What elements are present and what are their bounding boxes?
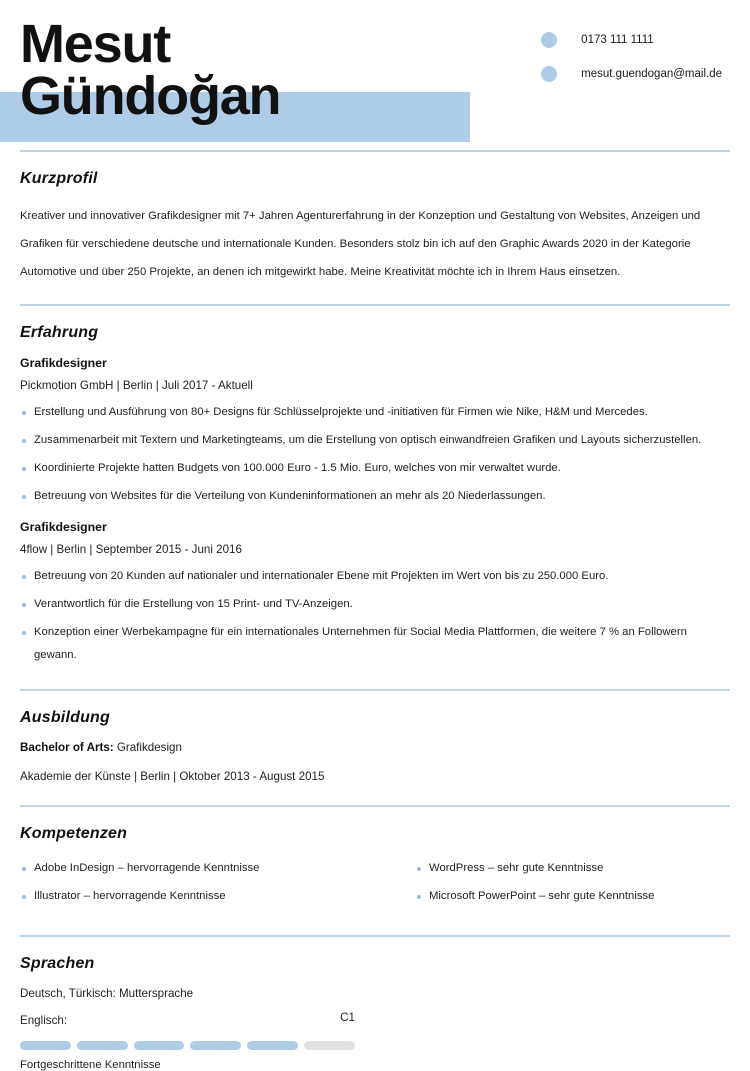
education-degree-label: Bachelor of Arts:: [20, 741, 114, 754]
section-languages: [0, 955, 750, 1071]
language-rated-name: Englisch:: [20, 1014, 68, 1027]
education-degree: [20, 741, 730, 754]
job-bullet: Koordinierte Projekte hatten Budgets von 100.000 Euro - 1.5 Mio. Euro, welches von mir verwaltet wurde.: [20, 457, 730, 480]
section-profile: [0, 170, 750, 286]
language-rated-row: [20, 1011, 355, 1029]
job-meta: Pickmotion GmbH | Berlin | Juli 2017 - Aktuell: [20, 379, 253, 392]
proficiency-segment: [134, 1041, 185, 1050]
section-skills: [0, 825, 750, 913]
skills-column-left: [20, 857, 375, 913]
section-title-education: Ausbildung: [20, 709, 110, 726]
job-bullet-list: [20, 401, 730, 508]
candidate-name: [20, 14, 281, 126]
skills-column-right: [375, 857, 730, 913]
language-cefr-level: C1: [340, 1011, 355, 1024]
language-proficiency-bar: [20, 1041, 355, 1050]
job-bullet: Konzeption einer Werbekampagne für ein internationales Unternehmen für Social Media Plattformen, die weitere 7 % an Followern gewann.: [20, 621, 730, 667]
proficiency-segment: [20, 1041, 71, 1050]
divider-above-skills: [20, 805, 730, 807]
experience-entry: [20, 520, 730, 667]
section-experience: [0, 324, 750, 667]
job-bullet: Zusammenarbeit mit Textern und Marketingteams, um die Erstellung von optisch einwandfreien Grafiken und Layouts sicherzustellen.: [20, 429, 730, 452]
divider-above-education: [20, 689, 730, 691]
section-education: [0, 709, 750, 783]
resume-header: [0, 0, 750, 150]
job-role: Grafikdesigner: [20, 520, 107, 534]
contact-details: [541, 32, 722, 100]
job-bullet: Verantwortlich für die Erstellung von 15 Print- und TV-Anzeigen.: [20, 593, 730, 616]
section-title-languages: Sprachen: [20, 955, 95, 972]
skill-item: Illustrator – hervorragende Kenntnisse: [20, 885, 375, 908]
job-bullet: Erstellung und Ausführung von 80+ Designs für Schlüsselprojekte und -initiativen für Firmen wie Nike, H&M und Mercedes.: [20, 401, 730, 424]
proficiency-segment: [190, 1041, 241, 1050]
name-last: Gündoğan: [20, 66, 281, 126]
proficiency-segment: [77, 1041, 128, 1050]
profile-text: Kreativer und innovativer Grafikdesigner mit 7+ Jahren Agenturerfahrung in der Konzeption und Gestaltung von Websites, Anzeigen und Grafiken für verschiedene deutsche und internationale Kunden. Besonders stolz bin ich auf den Graphic Awards 2020 in der Kategorie Automotive und über 250 Projekte, an denen ich mitgewirkt habe. Meine Kreativität möchte ich in Ihrem Haus einsetzen.: [20, 210, 701, 278]
divider-above-experience: [20, 304, 730, 306]
name-first: Mesut: [20, 14, 171, 74]
skills-list-left: [20, 857, 375, 908]
skills-list-right: [415, 857, 730, 908]
contact-email-row: [541, 66, 722, 82]
job-role: Grafikdesigner: [20, 356, 107, 370]
skill-item: WordPress – sehr gute Kenntnisse: [415, 857, 730, 880]
skill-item: Adobe InDesign – hervorragende Kenntnisse: [20, 857, 375, 880]
phone-dot-icon: [541, 32, 557, 48]
language-caption: Fortgeschrittene Kenntnisse: [20, 1059, 161, 1071]
proficiency-segment: [304, 1041, 355, 1050]
education-meta: Akademie der Künste | Berlin | Oktober 2013 - August 2015: [20, 770, 325, 783]
section-title-profile: Kurzprofil: [20, 170, 98, 187]
skill-item: Microsoft PowerPoint – sehr gute Kenntnisse: [415, 885, 730, 908]
job-bullet: Betreuung von Websites für die Verteilung von Kundeninformationen an mehr als 20 Niederlassungen.: [20, 485, 730, 508]
email-dot-icon: [541, 66, 557, 82]
skills-grid: [20, 857, 730, 913]
divider-above-profile: [20, 150, 730, 152]
education-degree-field: Grafikdesign: [116, 741, 182, 754]
language-native: Deutsch, Türkisch: Muttersprache: [20, 987, 194, 1000]
contact-phone-text: 0173 111 1111: [581, 34, 654, 46]
section-title-skills: Kompetenzen: [20, 825, 128, 842]
job-meta: 4flow | Berlin | September 2015 - Juni 2016: [20, 543, 242, 556]
proficiency-segment: [247, 1041, 298, 1050]
job-bullet: Betreuung von 20 Kunden auf nationaler und internationaler Ebene mit Projekten im Wert von bis zu 250.000 Euro.: [20, 565, 730, 588]
divider-above-languages: [20, 935, 730, 937]
job-bullet-list: [20, 565, 730, 667]
contact-phone-row: [541, 32, 722, 48]
experience-entry: [20, 356, 730, 508]
section-title-experience: Erfahrung: [20, 324, 99, 341]
contact-email-text: mesut.guendogan@mail.de: [581, 68, 722, 80]
